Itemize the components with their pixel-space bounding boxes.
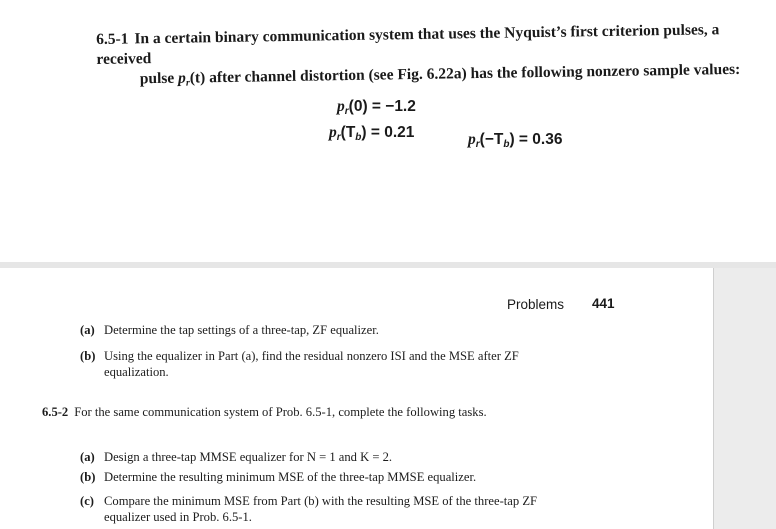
part-a-6-5-1: (a) Determine the tap settings of a three-tap, ZF equalizer. bbox=[80, 323, 379, 337]
problem-number: 6.5-1 bbox=[96, 30, 129, 48]
running-head-section: Problems bbox=[507, 297, 565, 312]
part-b-6-5-1: (b) Using the equalizer in Part (a), find the residual nonzero ISI and the MSE after ZF equalization. bbox=[80, 349, 519, 379]
right-gutter bbox=[714, 268, 776, 529]
part-a-6-5-2: (a) Design a three-tap MMSE equalizer for N = 1 and K = 2. bbox=[80, 450, 393, 464]
statement-line-2: pulse pr(t) after channel distortion (see Fig. 6.22a) has the following nonzero sample values: bbox=[139, 60, 741, 89]
equation-pr-0: pr(0) = −1.2 bbox=[337, 98, 416, 117]
equation-pr-minus-tb: pr(−Tb) = 0.36 bbox=[468, 131, 563, 150]
part-b-6-5-2: (b) Determine the resulting minimum MSE of the three-tap MMSE equalizer. bbox=[80, 470, 477, 484]
part-c-6-5-2: (c) Compare the minimum MSE from Part (b) with the resulting MSE of the three-tap ZF equalizer used in Prob. 6.5-1. bbox=[80, 494, 538, 524]
statement-line-1: In a certain binary communication system that uses the Nyquist’s first criterion pulses, a received bbox=[96, 21, 720, 68]
problem-6-5-2-statement: 6.5-2 For the same communication system of Prob. 6.5-1, complete the following tasks. bbox=[42, 405, 487, 419]
problem-6-5-1-statement bbox=[96, 19, 767, 95]
page-number: 441 bbox=[592, 296, 615, 311]
equation-pr-tb: pr(Tb) = 0.21 bbox=[329, 124, 415, 143]
